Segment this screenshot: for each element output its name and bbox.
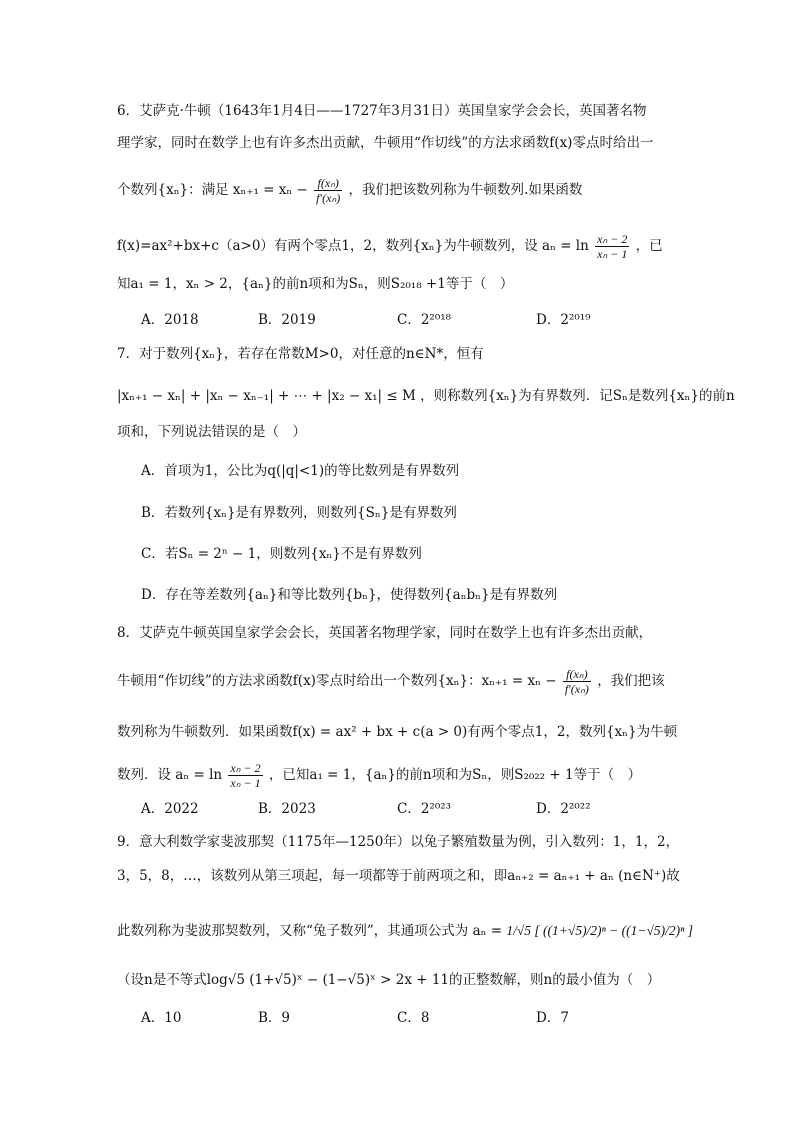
q7-option-a: A．首项为1，公比为q(|q|<1)的等比数列是有界数列 <box>141 463 460 479</box>
q9-line-4: （设n是不等式log√5 (1+√5)ˣ − (1−√5)ˣ > 2x + 11的正整数解，则n的最小值为（ ） <box>117 972 661 988</box>
q7-option-b: B．若数列{xₙ}是有界数列，则数列{Sₙ}是有界数列 <box>141 505 457 521</box>
q7-option-d: D．存在等差数列{aₙ}和等比数列{bₙ}，使得数列{aₙbₙ}是有界数列 <box>141 587 558 603</box>
q6-frac-den: f′(xₙ) <box>316 191 341 205</box>
q9-line-3 <box>117 921 693 941</box>
q6-option-a: A．2018 <box>141 312 199 328</box>
q8-option-d: D．2²⁰²² <box>536 801 591 817</box>
q8-line-2-post: ，我们把该 <box>597 673 665 689</box>
q6-line-4-post: ，已 <box>635 238 663 254</box>
q8-line-4 <box>117 761 641 790</box>
q8-line-2 <box>117 667 665 696</box>
q6-line-4 <box>117 232 663 261</box>
q7-line-2: |xₙ₊₁ − xₙ| + |xₙ − xₙ₋₁| + ⋯ + |x₂ − x₁| ≤ M ，则称数列{xₙ}为有界数列．记Sₙ是数列{xₙ}的前n <box>117 388 735 404</box>
q6-frac-num: f(xₙ) <box>317 176 339 190</box>
q9-option-d: D．7 <box>536 1010 569 1026</box>
q8-frac-num: f(xₙ) <box>566 667 588 681</box>
q6-an-fraction <box>595 232 629 261</box>
q8-option-c: C．2²⁰²³ <box>397 801 452 817</box>
q9-line-2: 3，5，8，…，该数列从第三项起，每一项都等于前两项之和，即aₙ₊₂ = aₙ₊₁ + aₙ (n∈N⁺)故 <box>117 868 680 884</box>
q8-an-frac-num: xₙ − 2 <box>230 761 261 775</box>
q8-line-4-post: ，已知a₁ = 1，{aₙ}的前n项和为Sₙ，则S₂₀₂₂ + 1等于（ ） <box>268 767 642 783</box>
q6-option-d: D．2²⁰¹⁹ <box>536 312 591 328</box>
q9-option-c: C．8 <box>397 1010 430 1026</box>
q6-option-b: B．2019 <box>258 312 316 328</box>
q6-line-4-pre: f(x)=ax²+bx+c（a>0）有两个零点1，2，数列{xₙ}为牛顿数列，设 aₙ = ln <box>117 238 589 254</box>
q8-an-frac-den: xₙ − 1 <box>230 776 261 790</box>
q8-line-4-pre: 数列．设 aₙ = ln <box>117 767 223 783</box>
q6-line-5: 知a₁ = 1，xₙ > 2，{aₙ}的前n项和为Sₙ，则S₂₀₁₈ +1等于（ ） <box>117 276 514 292</box>
q6-an-frac-num: xₙ − 2 <box>597 232 628 246</box>
q8-option-a: A．2022 <box>141 801 199 817</box>
q8-frac-den: f′(xₙ) <box>564 682 589 696</box>
q9-option-b: B．9 <box>258 1010 291 1026</box>
q7-option-c: C．若Sₙ = 2ⁿ − 1，则数列{xₙ}不是有界数列 <box>141 546 422 562</box>
q9-line-1: 9．意大利数学家斐波那契（1175年—1250年）以兔子繁殖数量为例，引入数列：1，1，2， <box>117 834 680 850</box>
q8-an-fraction <box>228 761 262 790</box>
q6-line-1: 6．艾萨克·牛顿（1643年1月4日——1727年3月31日）英国皇家学会会长，英国著名物 <box>117 103 647 119</box>
q6-line-2: 理学家，同时在数学上也有许多杰出贡献，牛顿用“作切线”的方法求函数f(x)零点时给出一 <box>117 135 654 151</box>
q6-option-c: C．2²⁰¹⁸ <box>397 312 452 328</box>
q6-line-3 <box>117 176 582 205</box>
q9-option-a: A．10 <box>141 1010 182 1026</box>
q8-line-1: 8．艾萨克牛顿英国皇家学会会长，英国著名物理学家，同时在数学上也有许多杰出贡献， <box>117 625 653 641</box>
q8-line-3: 数列称为牛顿数列．如果函数f(x) = ax² + bx + c(a > 0)有两个零点1，2，数列{xₙ}为牛顿 <box>117 724 678 740</box>
q8-newton-fraction <box>563 667 591 696</box>
q8-line-2-pre: 牛顿用“作切线”的方法求函数f(x)零点时给出一个数列{xₙ}：xₙ₊₁ = xₙ − <box>117 673 557 689</box>
q7-line-3: 项和，下列说法错误的是（ ） <box>117 424 306 440</box>
q6-newton-fraction <box>314 176 342 205</box>
q8-option-b: B．2023 <box>258 801 316 817</box>
q6-line-3-pre: 个数列{xₙ}：满足 xₙ₊₁ = xₙ − <box>117 182 308 198</box>
q6-an-frac-den: xₙ − 1 <box>597 247 628 261</box>
q6-line-3-post: ，我们把该数列称为牛顿数列.如果函数 <box>348 182 583 198</box>
q9-line-3-pre: 此数列称为斐波那契数列，又称“兔子数列”，其通项公式为 aₙ = <box>117 923 503 939</box>
q7-line-1: 7．对于数列{xₙ}，若存在常数M>0，对任意的n∈N*，恒有 <box>117 346 484 362</box>
q9-fibonacci-formula: 1/√5 [ ((1+√5)/2)ⁿ − ((1−√5)/2)ⁿ ] <box>506 923 694 938</box>
